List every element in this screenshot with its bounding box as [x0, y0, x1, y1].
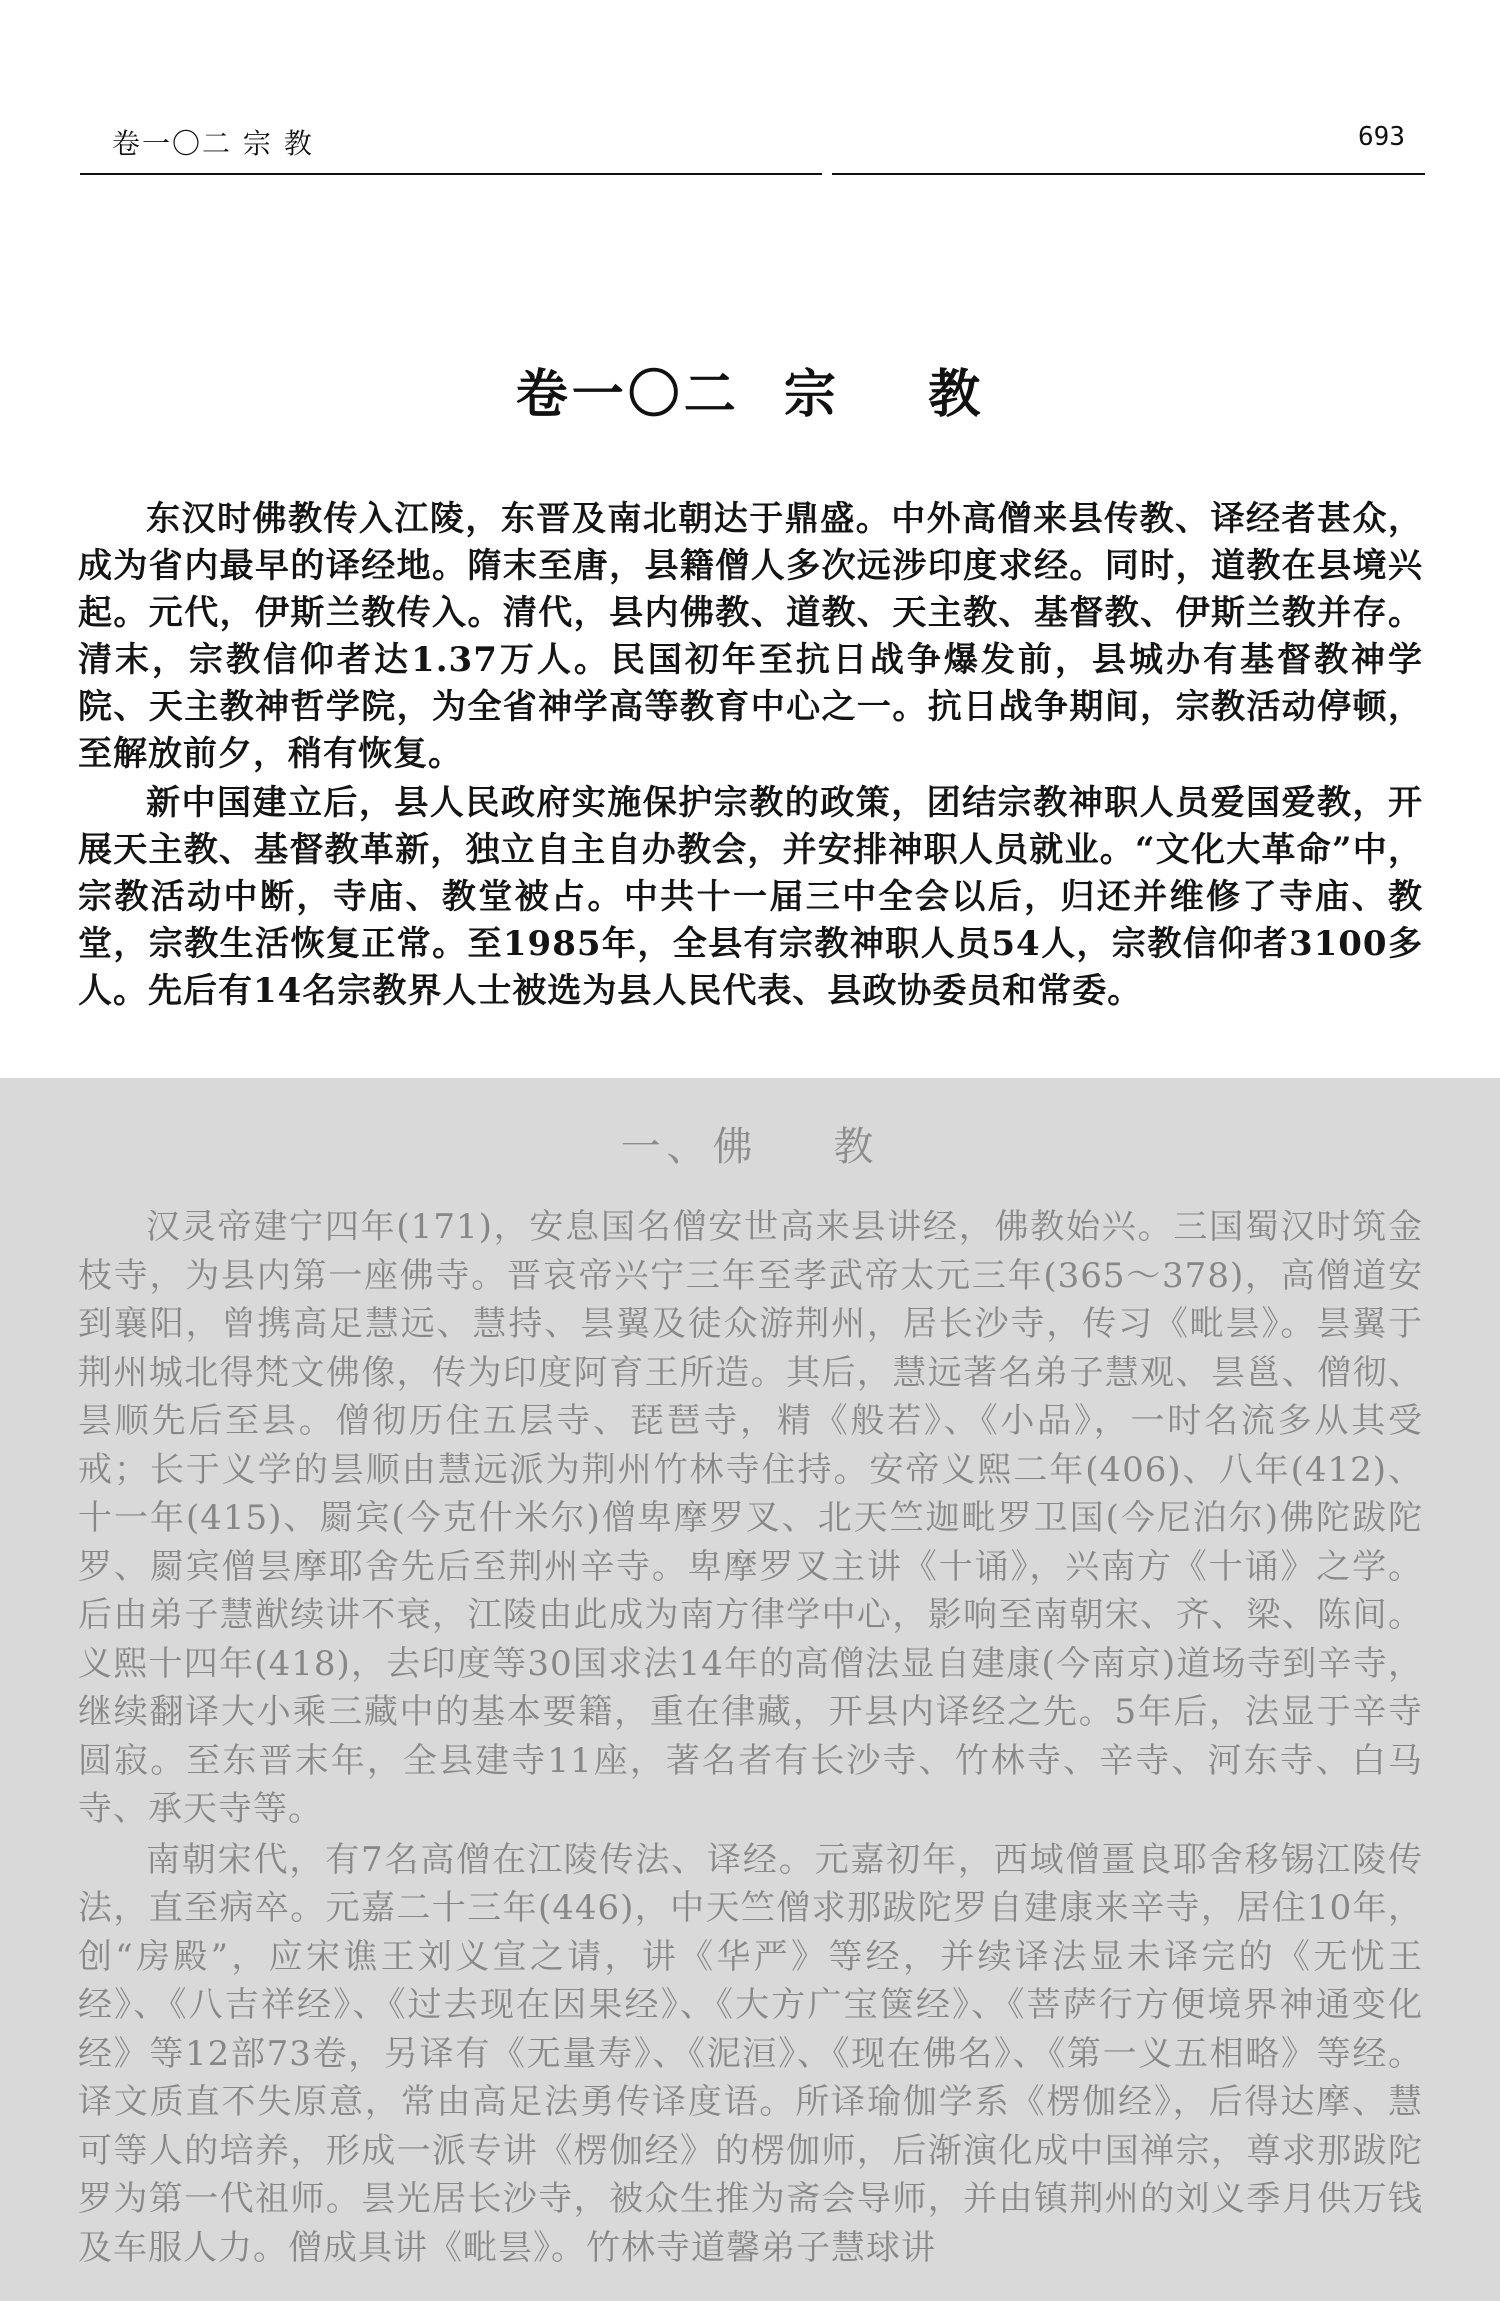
intro-paragraph: 东汉时佛教传入江陵，东晋及南北朝达于鼎盛。中外高僧来县传教、译经者甚众，成为省内最早的译经地。隋末至唐，县籍僧人多次远涉印度求经。同时，道教在县境兴起。元代，伊斯兰教传入。清代，县内佛教、道教、天主教、基督教、伊斯兰教并存。清末，宗教信仰者达1.37万人。民国初年至抗日战争爆发前，县城办有基督教神学院、天主教神哲学院，为全省神学高等教育中心之一。抗日战争期间，宗教活动停顿，至解放前夕，稍有恢复。 — [78, 499, 1423, 774]
section-paragraph: 汉灵帝建宁四年(171)，安息国名僧安世高来县讲经，佛教始兴。三国蜀汉时筑金枝寺，为县内第一座佛寺。晋哀帝兴宁三年至孝武帝太元三年(365～378)，高僧道安到襄阳，曾携高足慧远、慧持、昙翼及徒众游荆州，居长沙寺，传习《毗昙》。昙翼于荆州城北得梵文佛像，传为印度阿育王所造。其后，慧远著名弟子慧观、昙邕、僧彻、昙顺先后至县。僧彻历住五层寺、琵琶寺，精《般若》、《小品》，一时名流多从其受戒；长于义学的昙顺由慧远派为荆州竹林寺住持。安帝义熙二年(406)、八年(412)、十一年(415)、罽宾(今克什米尔)僧卑摩罗叉、北天竺迦毗罗卫国(今尼泊尔)佛陀跋陀罗、罽宾僧昙摩耶舍先后至荆州辛寺。卑摩罗叉主讲《十诵》，兴南方《十诵》之学。后由弟子慧猷续讲不衰，江陵由此成为南方律学中心，影响至南朝宋、齐、梁、陈间。义熙十四年(418)，去印度等30国求法14年的高僧法显自建康(今南京)道场寺到辛寺，继续翻译大小乘三藏中的基本要籍，重在律藏，开县内译经之先。5年后，法显于辛寺圆寂。至东晋末年，全县建寺11座，著名者有长沙寺、竹林寺、辛寺、河东寺、白马寺、承天寺等。 — [78, 1207, 1423, 1829]
intro-text — [78, 496, 1423, 1015]
page-number: 693 — [1358, 122, 1405, 152]
header-rule-right — [832, 173, 1425, 175]
header-rule-left — [80, 173, 822, 175]
section-body — [78, 1203, 1423, 2272]
running-header — [80, 118, 1425, 168]
running-header-title: 卷一〇二 宗 教 — [112, 127, 314, 160]
chapter-title: 卷一〇二 宗 教 — [515, 365, 985, 425]
intro-paragraph: 新中国建立后，县人民政府实施保护宗教的政策，团结宗教神职人员爱国爱教，开展天主教、基督教革新，独立自主自办教会，并安排神职人员就业。“文化大革命”中，宗教活动中断，寺庙、教堂被占。中共十一届三中全会以后，归还并维修了寺庙、教堂，宗教生活恢复正常。至1985年，全县有宗教神职人员54人，宗教信仰者3100多人。先后有14名宗教界人士被选为县人民代表、县政协委员和常委。 — [78, 783, 1423, 1011]
section-paragraph: 南朝宋代，有7名高僧在江陵传法、译经。元嘉初年，西域僧畺良耶舍移锡江陵传法，直至病卒。元嘉二十三年(446)，中天竺僧求那跋陀罗自建康来辛寺，居住10年，创“房殿”，应宋谯王刘义宣之请，讲《华严》等经，并续译法显未译完的《无忧王经》、《八吉祥经》、《过去现在因果经》、《大方广宝箧经》、《菩萨行方便境界神通变化经》等12部73卷，另译有《无量寿》、《泥洹》、《现在佛名》、《第一义五相略》等经。译文质直不失原意，常由高足法勇传译度语。所译瑜伽学系《楞伽经》，后得达摩、慧可等人的培养，形成一派专讲《楞伽经》的楞伽师，后渐演化成中国禅宗，尊求那跋陀罗为第一代祖师。昙光居长沙寺，被众生推为斋会导师，并由镇荆州的刘义季月供万钱及车服人力。僧成具讲《毗昙》。竹林寺道馨弟子慧球讲 — [78, 1839, 1423, 2268]
section-title: 一、佛 教 — [620, 1124, 880, 1170]
